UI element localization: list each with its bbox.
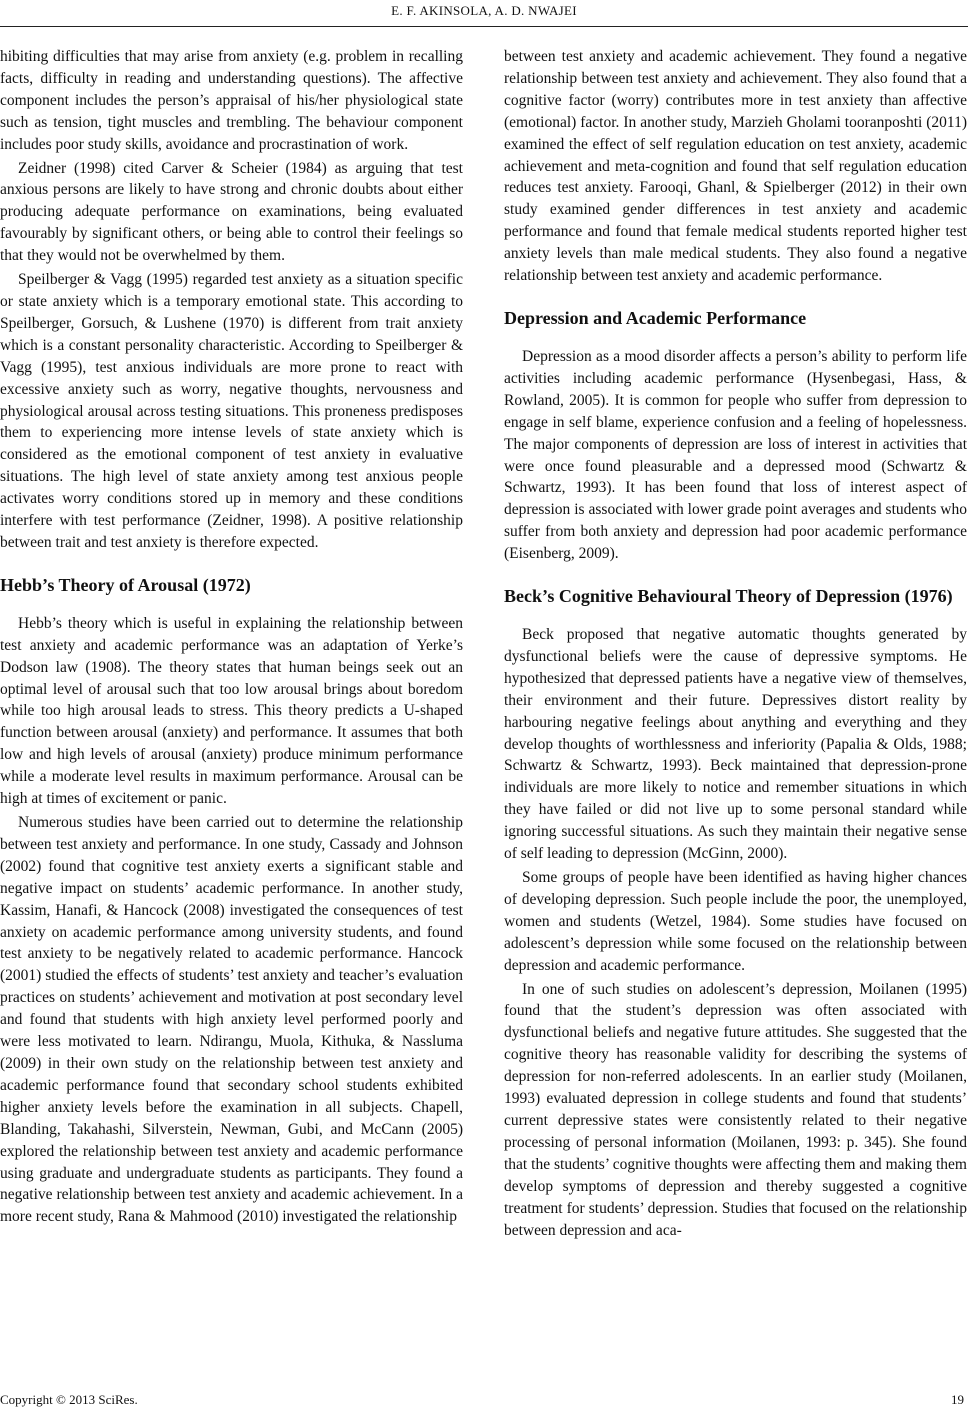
paragraph: Some groups of people have been identified as having higher chances of developing depression. Such people include the poor, the unemployed, women and students (Wetzel, 1984). Some studies have focused on adolescent’s depression while some focused on the relationship between depression and academic performance. [504, 869, 967, 974]
paragraph: Speilberger & Vagg (1995) regarded test anxiety as a situation specific or state anxiety which is a temporary emotional state. This according to Speilberger, Gorsuch, & Lushene (1970) is different from trait anxiety which is a constant personality characteristic. According to Speilberger & Vagg (1995), test anxious individuals are more prone to react with excessive anxiety such as worry, negative thoughts, nervousness and physiological arousal across testing situations. This proneness predisposes them to experiencing more intense levels of state anxiety which is considered as the emotional component of test anxiety in evaluative situations. The high level of state anxiety among test anxious people activates worry conditions stored up in memory and these conditions interfere with test performance (Zeidner, 1998). A positive relationship between trait and test anxiety is therefore expected. [0, 271, 463, 551]
header-rule [0, 26, 968, 27]
copyright-footer: Copyright © 2013 SciRes. [0, 1392, 138, 1407]
paragraph: Numerous studies have been carried out to determine the relationship between test anxiety and performance. In one study, Cassady and Johnson (2002) found that cognitive test anxiety exerts a significant stable and negative impact on students’ academic performance. In another study, Kassim, Hanafi, & Hancock (2008) investigated the consequences of test anxiety on academic performance among university students, and found test anxiety to be negatively related to academic performance. Hancock (2001) studied the effects of students’ test anxiety and teacher’s evaluation practices on students’ achievement and motivation at post secondary level and found that students with high anxiety level performed poorly and were less motivated to learn. Ndirangu, Muola, Kithuka, & Nassluma (2009) in their own study on the relationship between test anxiety and academic performance found that secondary school students exhibited higher anxiety levels before the examination in all subjects. Chapell, Blanding, Takahashi, Silverstein, Newman, Gubi, and McCann (2005) explored the relationship between test anxiety and academic performance using graduate and undergraduate students as participants. They found a negative relationship between test anxiety and academic achievement. In a more recent study, Rana & Mahmood (2010) investigated the relationship [0, 814, 463, 1226]
paragraph: hibiting difficulties that may arise from anxiety (e.g. problem in recalling facts, difficulty in reading and understanding questions). The affective component includes the person’s appraisal of his/her physiological state such as tension, tight muscles and trembling. The behaviour component includes poor study skills, avoidance and procrastination of work. [0, 48, 463, 153]
running-head: E. F. AKINSOLA, A. D. NWAJEI [391, 3, 577, 18]
left-column [0, 46, 463, 1230]
section-heading: Hebb’s Theory of Arousal (1972) [0, 574, 251, 595]
page-number: 19 [951, 1392, 964, 1407]
section-heading: Depression and Academic Performance [504, 307, 807, 328]
right-column [504, 46, 967, 1243]
paragraph: Depression as a mood disorder affects a person’s ability to perform life activities including academic performance (Hysenbegasi, Hass, & Rowland, 2005). It is common for people who suffer from depression to engage in self blame, experience confusion and a feeling of hopelessness. The major components of depression are loss of interest in activities that were once found pleasurable and a depressed mood (Schwartz & Schwartz, 1993). It has been found that loss of interest aspect of depression is associated with lower grade point averages and students who suffer from both anxiety and depression had poor academic performance (Eisenberg, 2009). [504, 347, 967, 563]
section-heading: Beck’s Cognitive Behavioural Theory of Depression (1976) [504, 586, 953, 607]
paragraph: Hebb’s theory which is useful in explaining the relationship between test anxiety and academic performance was an adaptation of Yerke’s Dodson law (1908). The theory states that human beings seek out an optimal level of arousal such that too low arousal brings about boredom while too high arousal leads to stress. This theory predicts a U-shaped function between arousal (anxiety) and performance. It assumes that both low and high levels of arousal (anxiety) produce minimum performance while a moderate level results in maximum performance. Arousal can be high at times of excitement or panic. [0, 614, 463, 808]
paragraph: between test anxiety and academic achievement. They found a negative relationship between test anxiety and achievement. They also found that a cognitive factor (worry) contributes more in test anxiety than affective (emotional) factor. In another study, Marzieh Gholami tooranposhti (2011) examined the effect of self regulation education on test anxiety, academic achievement and meta-cognition and found that self regulation education reduces test anxiety. Farooqi, Ghanl, & Spielberger (2012) in their own study examined gender differences in test anxiety and academic performance and found that female medical students reported higher test anxiety levels than male medical students. They also found a negative relationship between test anxiety and academic performance. [504, 48, 967, 285]
paragraph: In one of such studies on adolescent’s depression, Moilanen (1995) found that the student’s depression was often associated with dysfunctional beliefs and negative future attitudes. She suggested that the cognitive theory has reasonable validity for describing the systems of depression for non-referred adolescents. In an earlier study (Moilanen, 1993) evaluated depression in college students and found that students’ current depressive states were consistently related to their negative processing of personal information (Moilanen, 1993: p. 345). She found that the students’ cognitive thoughts were affecting them and making them develop symptoms of depression and thereby suggested a cognitive treatment for students’ depression. Studies that focused on the relationship between depression and aca- [504, 980, 967, 1239]
paragraph: Zeidner (1998) cited Carver & Scheier (1984) as arguing that test anxious persons are likely to have strong and chronic doubts about either producing adequate performance on examinations, being evaluated favourably by significant others, or being able to control their feelings so that they would not be overwhelmed by them. [0, 159, 463, 265]
paragraph: Beck proposed that negative automatic thoughts generated by dysfunctional beliefs were the cause of depressive symptoms. He hypothesized that depressed patients have a negative view of themselves, their environment and their future. Depressives distort reality by harbouring negative feelings about anything and everything and they develop thoughts of worthlessness and inferiority (Papalia & Olds, 1988; Schwartz & Schwartz, 1993). Beck maintained that depression-prone individuals are more likely to notice and remember situations in which they have failed or did not live up to some personal standard while ignoring successful situations. As such they maintain their negative sense of self leading to depression (McGinn, 2000). [504, 626, 967, 863]
